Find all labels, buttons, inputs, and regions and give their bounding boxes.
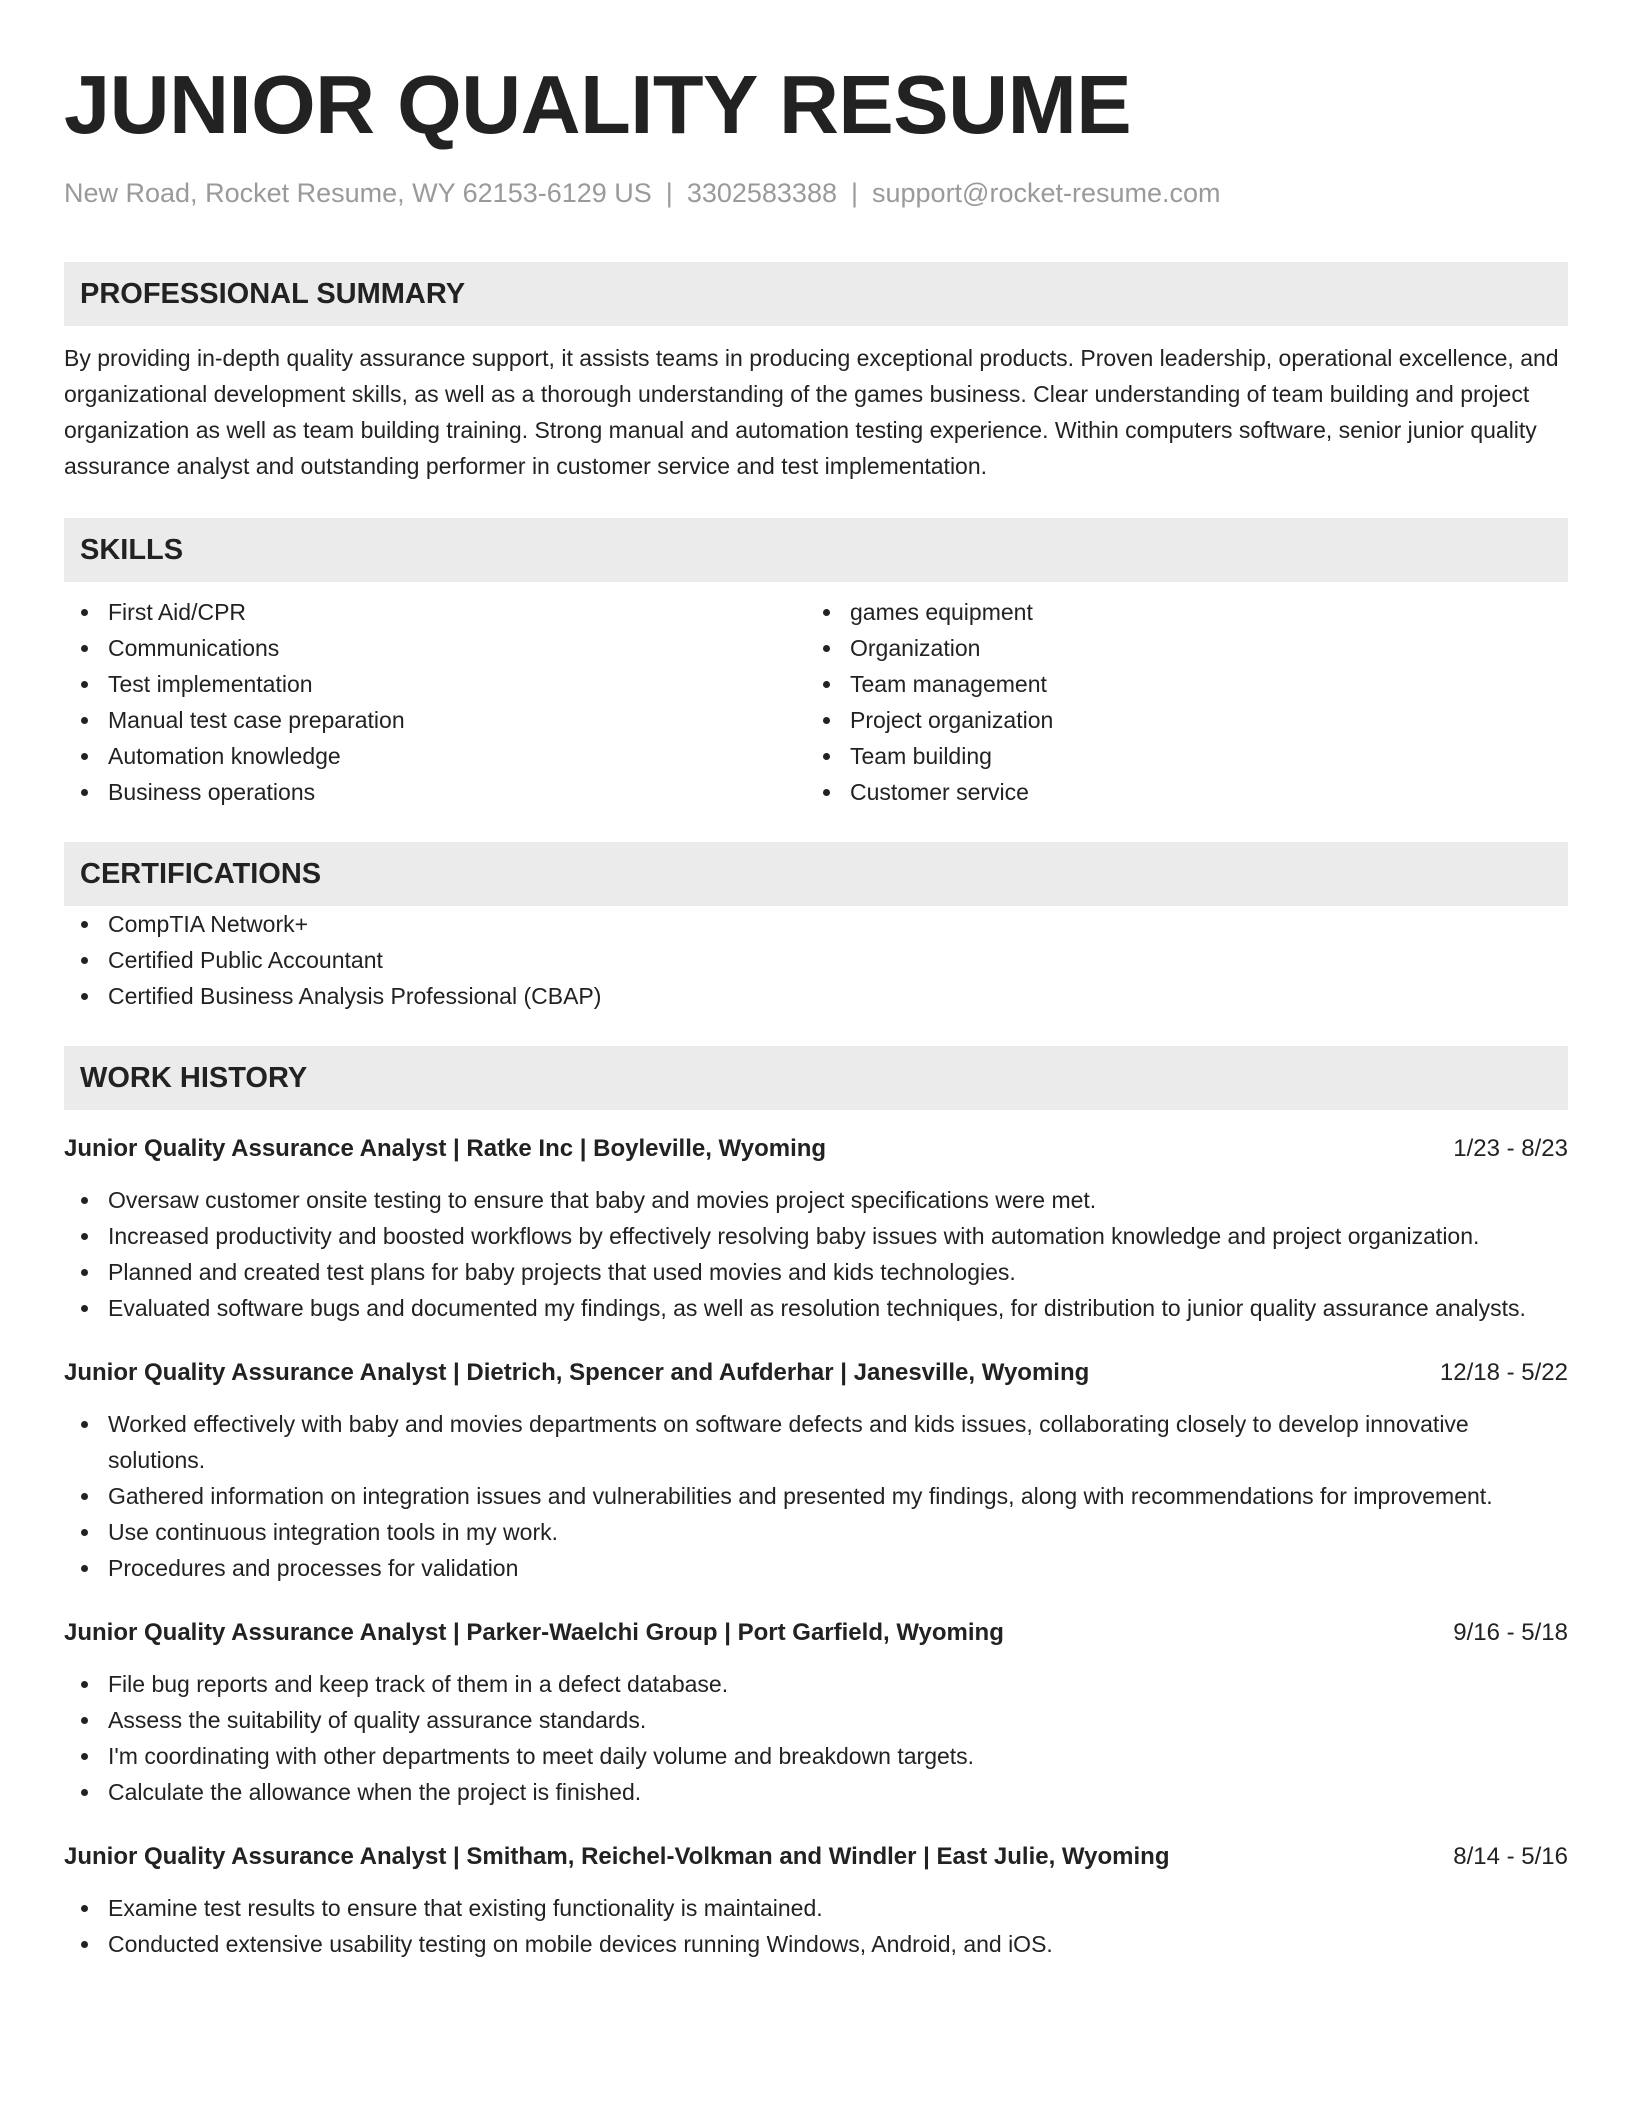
job-bullet: Gathered information on integration issues and vulnerabilities and presented my findings, along with recommendations for improvement. bbox=[64, 1478, 1568, 1514]
job-entry bbox=[64, 1616, 1568, 1810]
work-history-heading: WORK HISTORY bbox=[64, 1046, 1568, 1110]
job-header bbox=[64, 1132, 1568, 1166]
skill-item: Team management bbox=[806, 666, 1548, 702]
job-entry bbox=[64, 1840, 1568, 1962]
job-bullet: Increased productivity and boosted workflows by effectively resolving baby issues with automation knowledge and project organization. bbox=[64, 1218, 1568, 1254]
certification-item: CompTIA Network+ bbox=[64, 906, 1568, 942]
job-dates: 9/16 - 5/18 bbox=[1453, 1619, 1568, 1646]
job-bullets bbox=[64, 1406, 1568, 1586]
summary-text: By providing in-depth quality assurance support, it assists teams in producing exceptional products. Proven leadership, operational excellence, and organizational development skills, as well as a thorough understanding of the games business. Clear understanding of team building and project organization as well as team building training. Strong manual and automation testing experience. Within computers software, senior junior quality assurance analyst and outstanding performer in customer service and test implementation. bbox=[64, 345, 1559, 479]
job-bullet: Worked effectively with baby and movies departments on software defects and kids issues, collaborating closely to develop innovative solutions. bbox=[64, 1406, 1568, 1478]
skill-item: Project organization bbox=[806, 702, 1548, 738]
certifications-heading: CERTIFICATIONS bbox=[64, 842, 1568, 906]
job-bullet: Examine test results to ensure that existing functionality is maintained. bbox=[64, 1890, 1568, 1926]
certifications-list bbox=[64, 906, 1568, 1014]
job-title: Junior Quality Assurance Analyst | Smitham, Reichel-Volkman and Windler | East Julie, Wyoming bbox=[64, 1843, 1170, 1870]
job-header bbox=[64, 1616, 1568, 1650]
skills-heading: SKILLS bbox=[64, 518, 1568, 582]
contact-line bbox=[64, 176, 1568, 210]
certification-item: Certified Public Accountant bbox=[64, 942, 1568, 978]
skill-item: First Aid/CPR bbox=[64, 594, 806, 630]
job-bullet: Evaluated software bugs and documented my findings, as well as resolution techniques, for distribution to junior quality assurance analysts. bbox=[64, 1290, 1568, 1326]
job-bullet: Planned and created test plans for baby projects that used movies and kids technologies. bbox=[64, 1254, 1568, 1290]
job-bullet: Conducted extensive usability testing on mobile devices running Windows, Android, and iOS. bbox=[64, 1926, 1568, 1962]
contact-email: support@rocket-resume.com bbox=[872, 178, 1221, 208]
resume-title: JUNIOR QUALITY RESUME bbox=[64, 58, 1132, 151]
skills-left-list bbox=[64, 594, 806, 810]
job-dates: 1/23 - 8/23 bbox=[1453, 1135, 1568, 1162]
job-bullet: Use continuous integration tools in my work. bbox=[64, 1514, 1568, 1550]
certification-item: Certified Business Analysis Professional (CBAP) bbox=[64, 978, 1568, 1014]
job-bullet: File bug reports and keep track of them in a defect database. bbox=[64, 1666, 1568, 1702]
job-bullets bbox=[64, 1182, 1568, 1326]
skill-item: Business operations bbox=[64, 774, 806, 810]
job-header bbox=[64, 1356, 1568, 1390]
job-bullets bbox=[64, 1666, 1568, 1810]
contact-address: New Road, Rocket Resume, WY 62153-6129 US bbox=[64, 178, 652, 208]
resume-page bbox=[64, 0, 1568, 1962]
job-entry bbox=[64, 1356, 1568, 1586]
contact-separator: | bbox=[850, 178, 858, 208]
job-bullets bbox=[64, 1890, 1568, 1962]
job-dates: 12/18 - 5/22 bbox=[1439, 1359, 1568, 1386]
job-header bbox=[64, 1840, 1568, 1874]
job-bullet: Assess the suitability of quality assurance standards. bbox=[64, 1702, 1568, 1738]
contact-phone: 3302583388 bbox=[686, 178, 837, 208]
skill-item: Automation knowledge bbox=[64, 738, 806, 774]
summary-heading: PROFESSIONAL SUMMARY bbox=[64, 262, 1568, 326]
job-title: Junior Quality Assurance Analyst | Parker-Waelchi Group | Port Garfield, Wyoming bbox=[64, 1619, 1004, 1646]
skills-columns bbox=[64, 594, 1568, 810]
job-entry bbox=[64, 1132, 1568, 1326]
job-title: Junior Quality Assurance Analyst | Ratke Inc | Boyleville, Wyoming bbox=[64, 1135, 827, 1162]
job-bullet: Oversaw customer onsite testing to ensure that baby and movies project specifications were met. bbox=[64, 1182, 1568, 1218]
skill-item: Team building bbox=[806, 738, 1548, 774]
skill-item: Test implementation bbox=[64, 666, 806, 702]
skill-item: Organization bbox=[806, 630, 1548, 666]
job-bullet: Procedures and processes for validation bbox=[64, 1550, 1568, 1586]
skill-item: games equipment bbox=[806, 594, 1548, 630]
contact-separator: | bbox=[665, 178, 673, 208]
job-bullet: I'm coordinating with other departments to meet daily volume and breakdown targets. bbox=[64, 1738, 1568, 1774]
skill-item: Customer service bbox=[806, 774, 1548, 810]
skill-item: Manual test case preparation bbox=[64, 702, 806, 738]
job-dates: 8/14 - 5/16 bbox=[1453, 1843, 1568, 1870]
job-bullet: Calculate the allowance when the project is finished. bbox=[64, 1774, 1568, 1810]
skills-right-list bbox=[806, 594, 1548, 810]
job-title: Junior Quality Assurance Analyst | Dietrich, Spencer and Aufderhar | Janesville, Wyoming bbox=[64, 1359, 1090, 1386]
skill-item: Communications bbox=[64, 630, 806, 666]
